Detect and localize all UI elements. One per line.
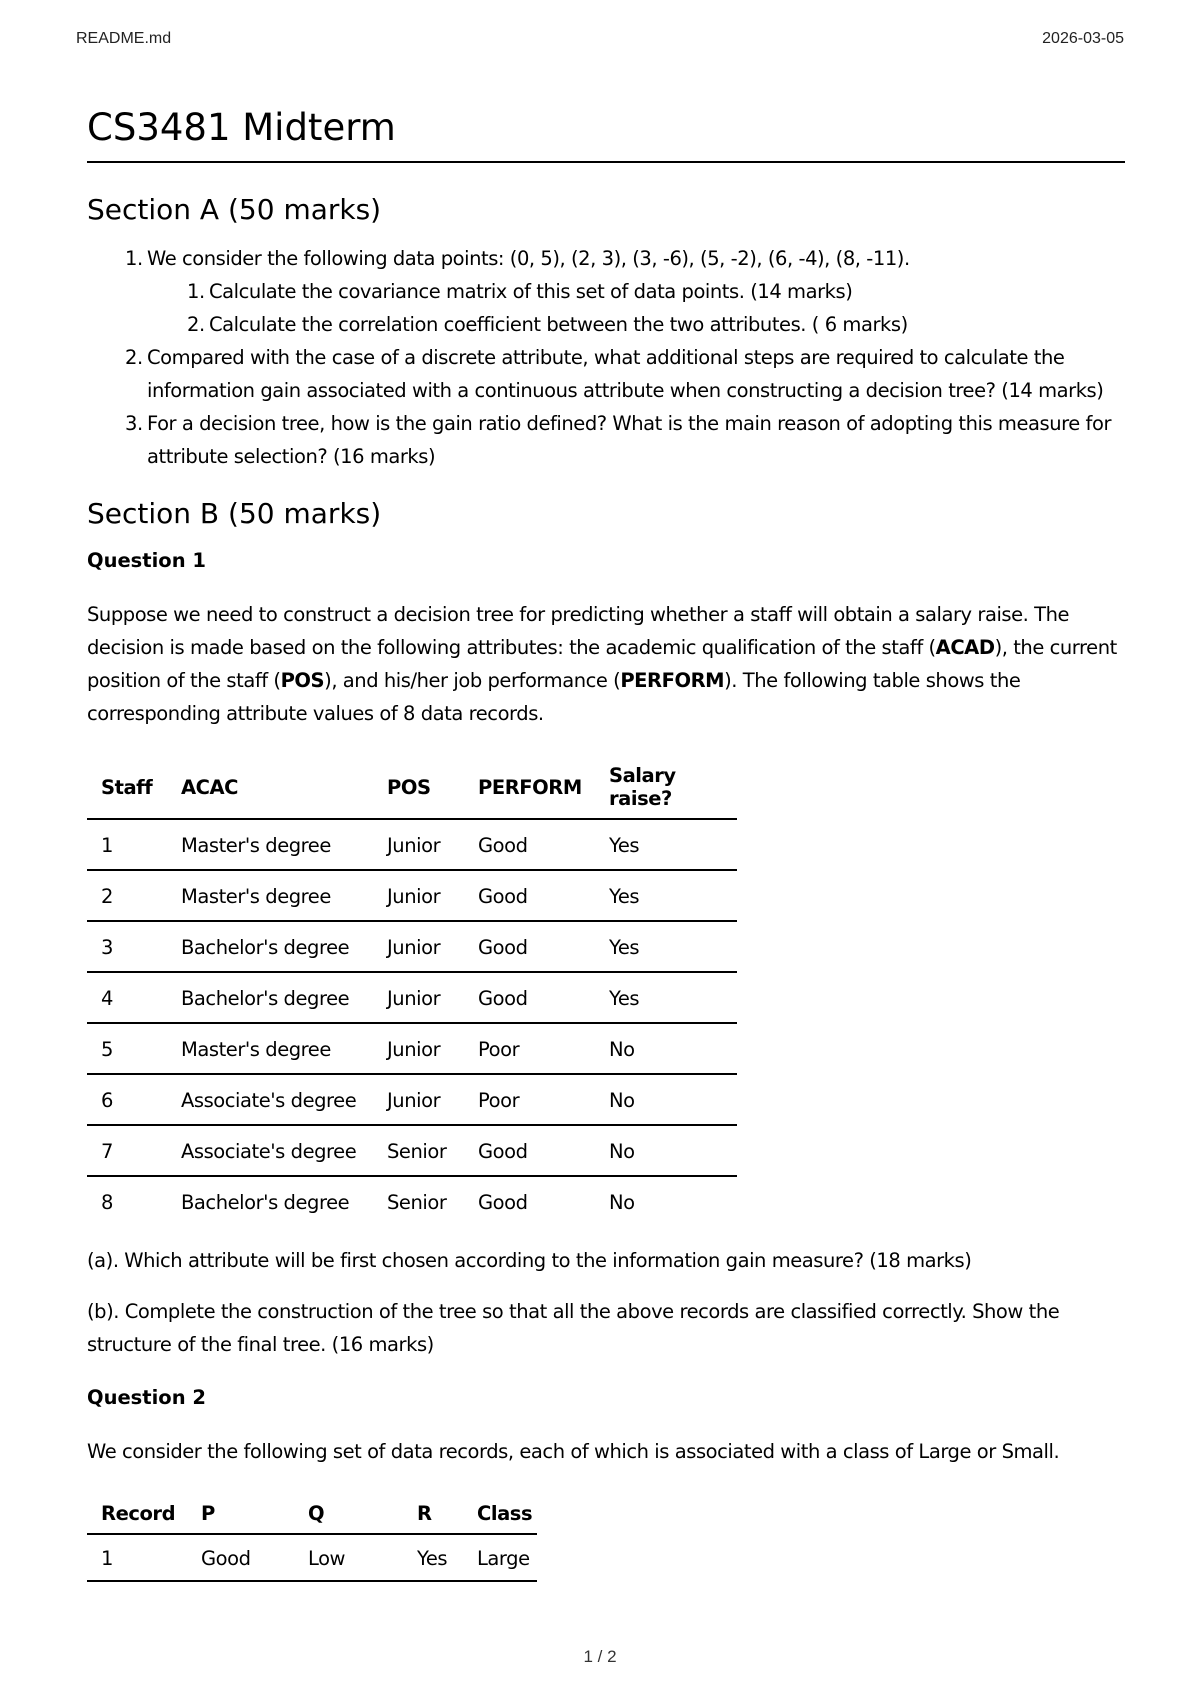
intro-text-2: ), the current position of the staff (	[87, 636, 1117, 692]
table-cell: Yes	[595, 870, 737, 921]
table-cell: 8	[101, 1191, 113, 1214]
column-header: Staff	[87, 752, 167, 819]
table-cell: 7	[87, 1125, 167, 1176]
table-cell: Bachelor's degree	[181, 1191, 350, 1214]
intro-bold-perform: PERFORM	[620, 669, 725, 692]
list-item-text: We consider the following data points: (0, 5), (2, 3), (3, -6), (5, -2), (6, -4), (8, -11).	[147, 247, 910, 270]
header-date: 2026-03-05	[1042, 30, 1124, 47]
intro-bold-pos: POS	[280, 669, 325, 692]
print-header	[76, 30, 1124, 52]
table-cell: Master's degree	[167, 819, 373, 870]
document-body	[87, 106, 1125, 1582]
table-row	[87, 1023, 737, 1074]
table-cell: Poor	[464, 1023, 595, 1074]
intro-text-3: ), and his/her job performance (	[324, 669, 621, 692]
table-header-row	[87, 1490, 537, 1534]
table-cell: Good	[478, 1191, 528, 1214]
table-cell: Large	[463, 1534, 537, 1581]
table-cell: Junior	[373, 921, 464, 972]
header-filename: README.md	[76, 30, 172, 47]
list-item	[87, 341, 1125, 407]
table-row	[87, 972, 737, 1023]
table-cell: Yes	[595, 921, 737, 972]
table-cell: 2	[87, 870, 167, 921]
table-row	[87, 921, 737, 972]
table-row	[87, 1534, 537, 1581]
table-cell: Yes	[595, 972, 737, 1023]
table-row	[87, 1074, 737, 1125]
table-cell: 1	[87, 819, 167, 870]
records-table	[87, 1490, 537, 1582]
question-1-part-a: (a). Which attribute will be first chosen according to the information gain measure? (18 marks)	[87, 1249, 972, 1272]
table-cell: Good	[464, 870, 595, 921]
table-cell: Master's degree	[167, 1023, 373, 1074]
section-a-heading: Section A (50 marks)	[87, 193, 382, 226]
question-2-heading: Question 2	[87, 1386, 206, 1409]
list-item-number: 1.	[187, 280, 205, 303]
table-cell: Junior	[373, 870, 464, 921]
table-cell: Yes	[403, 1534, 463, 1581]
list-item	[87, 242, 1125, 275]
list-item-text: Calculate the covariance matrix of this set of data points. (14 marks)	[209, 280, 853, 303]
section-b-heading: Section B (50 marks)	[87, 497, 382, 530]
table-cell: Junior	[373, 819, 464, 870]
list-item-text: For a decision tree, how is the gain ratio defined? What is the main reason of adopting this measure for attribute selection? (16 marks)	[147, 412, 1112, 468]
table-cell: 1	[87, 1534, 187, 1581]
table-cell: Associate's degree	[167, 1074, 373, 1125]
table-cell: Good	[464, 972, 595, 1023]
table-row	[87, 1176, 737, 1226]
column-header: Q	[294, 1490, 403, 1534]
table-cell: Yes	[595, 819, 737, 870]
table-cell: Junior	[373, 1023, 464, 1074]
intro-bold-acad: ACAD	[935, 636, 995, 659]
list-item-number: 2.	[187, 313, 205, 336]
table-cell: Bachelor's degree	[167, 921, 373, 972]
table-cell: 4	[87, 972, 167, 1023]
table-cell: No	[595, 1074, 737, 1125]
question-1-heading: Question 1	[87, 549, 206, 572]
list-item-text: Calculate the correlation coefficient between the two attributes. ( 6 marks)	[209, 313, 908, 336]
table-row	[87, 870, 737, 921]
list-item-number: 3.	[125, 412, 143, 435]
page-title: CS3481 Midterm	[87, 106, 1125, 163]
table-cell: 5	[87, 1023, 167, 1074]
list-item-number: 1.	[125, 247, 143, 270]
table-cell: Master's degree	[167, 870, 373, 921]
list-item	[87, 407, 1125, 473]
table-cell: Associate's degree	[167, 1125, 373, 1176]
column-header: POS	[373, 752, 464, 819]
table-cell: Poor	[464, 1074, 595, 1125]
table-cell: 3	[87, 921, 167, 972]
question-1-part-b: (b). Complete the construction of the tree so that all the above records are classified correctly. Show the structure of the final tree. (16 marks)	[87, 1300, 1060, 1356]
table-cell: Good	[464, 819, 595, 870]
table-cell: Good	[464, 921, 595, 972]
page-number: 1 / 2	[583, 1647, 617, 1666]
table-cell: Senior	[373, 1125, 464, 1176]
column-header: ACAC	[167, 752, 373, 819]
table-cell: Good	[187, 1534, 294, 1581]
list-item-text: Compared with the case of a discrete attribute, what additional steps are required to calculate the information gain associated with a continuous attribute when constructing a decision tree? (14 marks)	[147, 346, 1104, 402]
table-cell: Senior	[387, 1191, 447, 1214]
list-item	[87, 275, 1125, 308]
sub-question-list	[87, 275, 1125, 341]
table-cell: Low	[294, 1534, 403, 1581]
column-header: Class	[463, 1490, 537, 1534]
intro-text-1: Suppose we need to construct a decision tree for predicting whether a staff will obtain a salary raise. The decision is made based on the following attributes: the academic qualification of the staff (	[87, 603, 1070, 659]
table-header-row	[87, 752, 737, 819]
question-1-intro	[87, 598, 1125, 730]
column-header: R	[403, 1490, 463, 1534]
table-cell: Junior	[373, 1074, 464, 1125]
question-2-intro: We consider the following set of data records, each of which is associated with a class of Large or Small.	[87, 1440, 1060, 1463]
list-item-number: 2.	[125, 346, 143, 369]
table-cell: No	[609, 1191, 635, 1214]
list-item	[87, 308, 1125, 341]
column-header: PERFORM	[464, 752, 595, 819]
table-cell: No	[595, 1023, 737, 1074]
column-header: P	[187, 1490, 294, 1534]
table-row	[87, 819, 737, 870]
staff-table	[87, 752, 737, 1226]
column-header: Salary raise?	[595, 752, 737, 819]
table-cell: Bachelor's degree	[167, 972, 373, 1023]
intro-text-4: ). The following table shows the corresponding attribute values of 8 data records.	[87, 669, 1021, 725]
section-a-question-list	[87, 242, 1125, 473]
table-row	[87, 1125, 737, 1176]
table-cell: Good	[464, 1125, 595, 1176]
table-cell: No	[595, 1125, 737, 1176]
column-header: Record	[87, 1490, 187, 1534]
table-cell: Junior	[373, 972, 464, 1023]
sub-list-container	[87, 275, 1125, 341]
table-cell: 6	[87, 1074, 167, 1125]
